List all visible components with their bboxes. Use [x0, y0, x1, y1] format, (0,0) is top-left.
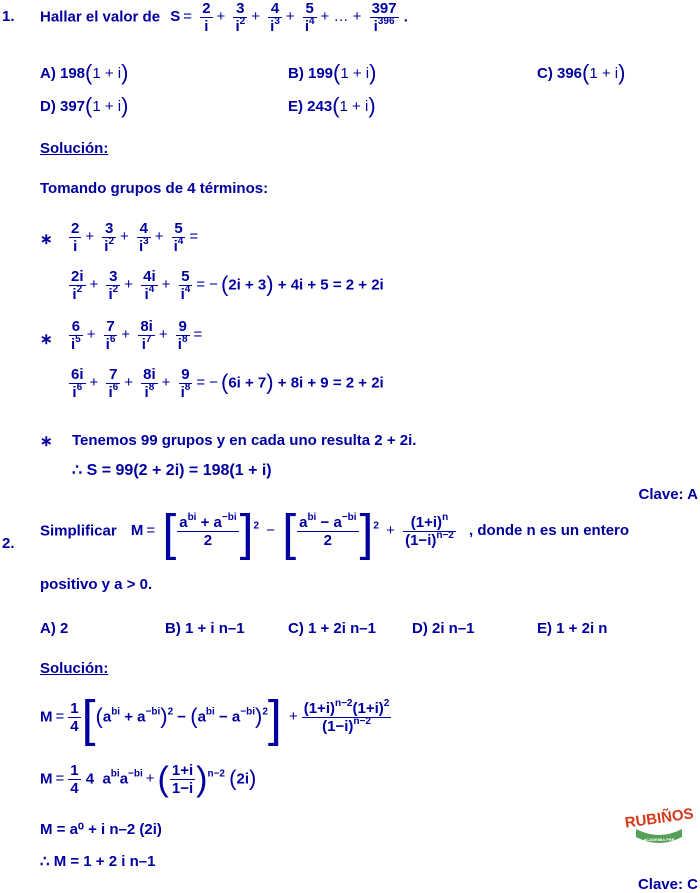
solution-1-label: Solución: [40, 140, 109, 157]
option-2b: B) 1 + i n–1 [165, 620, 245, 637]
bullet-2: ∗ [40, 331, 53, 348]
clave-2: Clave: C [637, 876, 698, 893]
option-1a: A) 198(1 + i) [40, 60, 129, 85]
final-answer-1: ∴ S = 99(2 + 2i) = 198(1 + i) [72, 462, 272, 479]
problem-1-text: Hallar el valor de [40, 8, 161, 26]
option-1b: B) 199(1 + i) [288, 60, 377, 85]
conclusion-text: Tenemos 99 grupos y en cada uno resulta 2 + 2i. [72, 432, 417, 449]
group-2-line-1: $\frac{6}{i^5}$ + $\frac{7}{i^6}$ + $\frac{8i}{i^7}$ + $\frac{9}{i^8}$ = [71, 318, 203, 353]
problem-1-number: 1. [2, 8, 15, 25]
problem-2-statement: Simplificar M = [ $a^{bi} + a^{-bi}$ 2 ]$^2$ − [ $a^{bi} - a^{-bi}$ 2 ]$^2$ + $\frac{(1+i)^n}{(1-i)^{n-2}}$ , donde n es un entero [40, 504, 630, 561]
groups-text: Tomando grupos de 4 términos: [40, 180, 269, 197]
rubinos-logo [623, 797, 695, 857]
problem-2-line-2: positivo y a > 0. [40, 576, 153, 593]
bullet-3: ∗ [40, 433, 53, 450]
option-2c: C) 1 + 2i n–1 [288, 620, 376, 637]
bullet-1: ∗ [40, 231, 53, 248]
solution-2-step-2: M = $\frac{1}{4}$ 4 $a^{bi}a^{-bi}$ +( $\frac{1+i}{1-i}$ )$^{n-2}$ (2i) [40, 760, 257, 799]
option-1d: D) 397(1 + i) [40, 93, 129, 118]
group-1-line-2: $\frac{2i}{i^2}$ + $\frac{3}{i^2}$ + $\frac{4i}{i^4}$ + $\frac{5}{i^4}$ = − (2i + 3) + 4i + 5 = 2 + 2i [71, 268, 384, 303]
problem-1-statement: Hallar el valor de S = $\frac{2}{i}$ + $\frac{3}{i^2}$ + $\frac{4}{i^3}$ + $\frac{5}{i^4}$ + … + $\frac{397}{i^{396}}$ . [40, 0, 408, 35]
option-2d: D) 2i n–1 [412, 620, 475, 637]
group-1-line-1: $\frac{2}{i}$ + $\frac{3}{i^2}$ + $\frac{4}{i^3}$ + $\frac{5}{i^4}$ = [71, 220, 199, 255]
option-2e: E) 1 + 2i n [537, 620, 608, 637]
option-2a: A) 2 [40, 620, 69, 637]
problem-2-text: Simplificar [40, 522, 117, 540]
option-1c: C) 396(1 + i) [537, 60, 626, 85]
final-answer-2: ∴ M = 1 + 2 i n–1 [40, 853, 156, 870]
solution-2-label: Solución: [40, 660, 109, 677]
svg-text:RUBIÑOS: RUBIÑOS [623, 805, 695, 832]
problem-2-number: 2. [2, 535, 15, 552]
svg-text:ACADEMIA PRE: ACADEMIA PRE [643, 837, 675, 842]
group-2-line-2: $\frac{6i}{i^6}$ + $\frac{7}{i^6}$ + $\frac{8i}{i^8}$ + $\frac{9}{i^8}$ = − (6i + 7) + 8i + 9 = 2 + 2i [71, 366, 384, 401]
solution-2-step-3: M = a⁰ + i n–2 (2i) [40, 821, 162, 838]
option-1e: E) 243(1 + i) [288, 93, 376, 118]
clave-1: Clave: A [638, 486, 698, 503]
solution-2-step-1: M = $\frac{1}{4}$ $[(a^{bi} + a^{-bi})^2 - (a^{bi} - a^{-bi})^2]$ + $\frac{(1+i)^{n-2}(1+i)^2}{(1-i)^{n-2}}$ [40, 690, 390, 747]
